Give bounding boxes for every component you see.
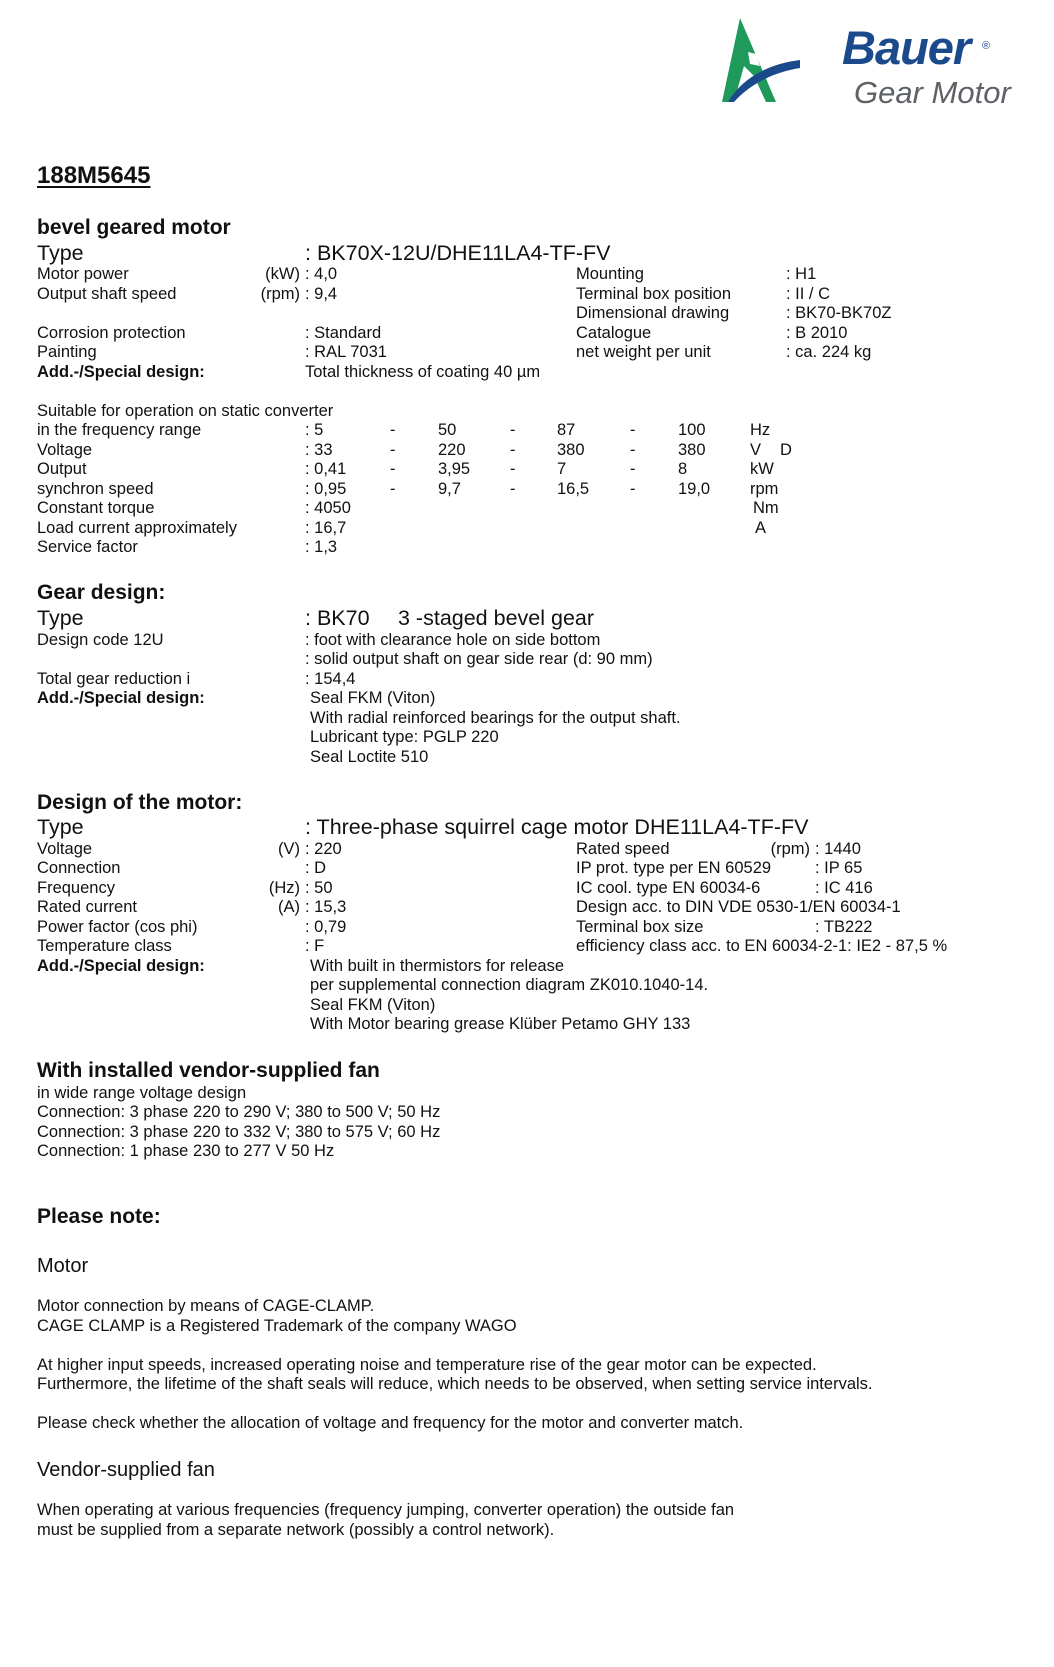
- motor-voltage-unit: (V): [278, 840, 300, 858]
- motor-rated-current-unit: (A): [278, 898, 300, 916]
- ic-cool-type-label: IC cool. type EN 60034-6: [576, 879, 761, 897]
- painting-label: Painting: [37, 343, 97, 361]
- converter-value: 380: [678, 441, 706, 459]
- design-code-line: : foot with clearance hole on side bottom: [305, 631, 601, 649]
- section-title-fan: With installed vendor-supplied fan: [37, 1059, 380, 1082]
- service-factor-value: : 1,3: [305, 538, 338, 556]
- converter-row-label: Voltage: [37, 441, 93, 459]
- constant-torque-value: : 4050: [305, 499, 351, 517]
- connection-type: D: [780, 441, 792, 459]
- converter-value: 220: [438, 441, 466, 459]
- notes-fan-heading: Vendor-supplied fan: [37, 1459, 215, 1481]
- special-design-label: Add.-/Special design:: [37, 363, 205, 381]
- motor-connection-label: Connection: [37, 859, 121, 877]
- motor-type-label: Type: [37, 815, 84, 839]
- load-current-value: : 16,7: [305, 519, 347, 537]
- dash: -: [630, 480, 636, 498]
- document-code: 188M5645: [37, 162, 151, 189]
- section-title-motor-design: Design of the motor:: [37, 791, 243, 814]
- bauer-logo-mark-icon: [690, 14, 800, 104]
- terminal-box-position-value: : II / C: [786, 285, 831, 303]
- motor-power-label: Motor power: [37, 265, 129, 283]
- gear-special-label: Add.-/Special design:: [37, 689, 205, 707]
- motor-connection-value: : D: [305, 859, 327, 877]
- motor-temperature-class-value: : F: [305, 937, 325, 955]
- dash: -: [510, 460, 516, 478]
- design-code-line: : solid output shaft on gear side rear (d: 90 mm): [305, 650, 653, 668]
- notes-motor-heading: Motor: [37, 1255, 89, 1277]
- motor-rated-current-value: : 15,3: [305, 898, 347, 916]
- converter-unit: V: [750, 441, 762, 459]
- type-value: : BK70X-12U/DHE11LA4-TF-FV: [305, 241, 611, 265]
- logo-registered: ®: [982, 40, 991, 52]
- rated-speed-unit: (rpm): [770, 840, 810, 858]
- dash: -: [510, 421, 516, 439]
- converter-value: : 0,41: [305, 460, 347, 478]
- dimensional-drawing-label: Dimensional drawing: [576, 304, 730, 322]
- corrosion-protection-label: Corrosion protection: [37, 324, 186, 342]
- converter-value: 50: [438, 421, 457, 439]
- notes-line: CAGE CLAMP is a Registered Trademark of the company WAGO: [37, 1317, 517, 1335]
- gear-reduction-label: Total gear reduction i: [37, 670, 191, 688]
- converter-value: 3,95: [438, 460, 471, 478]
- load-current-label: Load current approximately: [37, 519, 237, 537]
- converter-unit: kW: [750, 460, 774, 478]
- ip-type-label: IP prot. type per EN 60529: [576, 859, 772, 877]
- notes-line: must be supplied from a separate network (possibly a control network).: [37, 1521, 555, 1539]
- painting-value: : RAL 7031: [305, 343, 387, 361]
- notes-line: Furthermore, the lifetime of the shaft seals will reduce, which needs to be observed, when setting service intervals.: [37, 1375, 873, 1393]
- motor-special-line: With Motor bearing grease Klüber Petamo GHY 133: [310, 1015, 691, 1033]
- dash: -: [630, 421, 636, 439]
- converter-intro: Suitable for operation on static converter: [37, 402, 334, 420]
- section-title-bevel-geared-motor: bevel geared motor: [37, 216, 231, 239]
- converter-value: 87: [557, 421, 576, 439]
- constant-torque-unit: Nm: [753, 499, 779, 517]
- converter-unit: Hz: [750, 421, 771, 439]
- mounting-value: : H1: [786, 265, 817, 283]
- terminal-box-size-value: : TB222: [815, 918, 873, 936]
- motor-voltage-value: : 220: [305, 840, 342, 858]
- service-factor-label: Service factor: [37, 538, 138, 556]
- output-shaft-speed-value: : 9,4: [305, 285, 338, 303]
- converter-value: 7: [557, 460, 567, 478]
- type-label: Type: [37, 241, 84, 265]
- dash: -: [390, 460, 396, 478]
- motor-special-line: With built in thermistors for release: [310, 957, 565, 975]
- gear-reduction-value: : 154,4: [305, 670, 356, 688]
- dash: -: [510, 441, 516, 459]
- motor-power-value: : 4,0: [305, 265, 338, 283]
- dash: -: [630, 460, 636, 478]
- converter-row-label: Output: [37, 460, 87, 478]
- dash: -: [510, 480, 516, 498]
- dimensional-drawing-value: : BK70-BK70Z: [786, 304, 892, 322]
- constant-torque-label: Constant torque: [37, 499, 155, 517]
- gear-special-line: Seal FKM (Viton): [310, 689, 436, 707]
- dash: -: [390, 480, 396, 498]
- gear-type-description: 3 -staged bevel gear: [398, 606, 595, 630]
- converter-row-label: synchron speed: [37, 480, 154, 498]
- efficiency-class: efficiency class acc. to EN 60034-2-1: IE2 - 87,5 %: [576, 937, 948, 955]
- motor-temperature-class-label: Temperature class: [37, 937, 172, 955]
- special-design-value: Total thickness of coating 40 µm: [305, 363, 541, 381]
- converter-value: : 0,95: [305, 480, 347, 498]
- converter-value: 16,5: [557, 480, 590, 498]
- catalogue-label: Catalogue: [576, 324, 652, 342]
- output-shaft-speed-label: Output shaft speed: [37, 285, 177, 303]
- net-weight-label: net weight per unit: [576, 343, 711, 361]
- converter-value: 100: [678, 421, 706, 439]
- gear-type-value: : BK70: [305, 606, 370, 630]
- output-shaft-speed-unit: (rpm): [260, 285, 300, 303]
- converter-value: : 33: [305, 441, 333, 459]
- notes-line: Please check whether the allocation of voltage and frequency for the motor and converter match.: [37, 1414, 744, 1432]
- design-standard: Design acc. to DIN VDE 0530-1/EN 60034-1: [576, 898, 901, 916]
- converter-value: : 5: [305, 421, 324, 439]
- corrosion-protection-value: : Standard: [305, 324, 382, 342]
- logo-brand: Bauer: [842, 21, 971, 74]
- fan-line: Connection: 1 phase 230 to 277 V 50 Hz: [37, 1142, 335, 1160]
- rated-speed-label: Rated speed: [576, 840, 670, 858]
- fan-line: Connection: 3 phase 220 to 290 V; 380 to 500 V; 50 Hz: [37, 1103, 441, 1121]
- dash: -: [630, 441, 636, 459]
- dash: -: [390, 441, 396, 459]
- ic-cool-type-value: : IC 416: [815, 879, 873, 897]
- gear-type-label: Type: [37, 606, 84, 630]
- section-title-please-note: Please note:: [37, 1205, 161, 1228]
- gear-special-line: With radial reinforced bearings for the output shaft.: [310, 709, 681, 727]
- converter-unit: rpm: [750, 480, 779, 498]
- terminal-box-position-label: Terminal box position: [576, 285, 731, 303]
- motor-special-line: Seal FKM (Viton): [310, 996, 436, 1014]
- motor-frequency-unit: (Hz): [268, 879, 300, 897]
- section-title-gear-design: Gear design:: [37, 581, 166, 604]
- logo-subtitle: Gear Motor: [854, 75, 1011, 110]
- gear-special-line: Lubricant type: PGLP 220: [310, 728, 499, 746]
- motor-power-factor-value: : 0,79: [305, 918, 347, 936]
- fan-line: Connection: 3 phase 220 to 332 V; 380 to 575 V; 60 Hz: [37, 1123, 441, 1141]
- fan-line: in wide range voltage design: [37, 1084, 247, 1102]
- mounting-label: Mounting: [576, 265, 644, 283]
- converter-row-label: in the frequency range: [37, 421, 202, 439]
- notes-line: When operating at various frequencies (frequency jumping, converter operation) the outside fan: [37, 1501, 735, 1519]
- converter-value: 19,0: [678, 480, 711, 498]
- converter-value: 380: [557, 441, 585, 459]
- converter-value: 8: [678, 460, 688, 478]
- notes-line: At higher input speeds, increased operating noise and temperature rise of the gear motor can be expected.: [37, 1356, 817, 1374]
- design-code-label: Design code 12U: [37, 631, 164, 649]
- motor-type-value: : Three-phase squirrel cage motor DHE11LA4-TF-FV: [305, 815, 809, 839]
- motor-power-factor-label: Power factor (cos phi): [37, 918, 198, 936]
- motor-frequency-label: Frequency: [37, 879, 115, 897]
- notes-line: Motor connection by means of CAGE-CLAMP.: [37, 1297, 375, 1315]
- motor-special-label: Add.-/Special design:: [37, 957, 205, 975]
- rated-speed-value: : 1440: [815, 840, 861, 858]
- converter-value: 9,7: [438, 480, 461, 498]
- net-weight-value: : ca. 224 kg: [786, 343, 872, 361]
- terminal-box-size-label: Terminal box size: [576, 918, 704, 936]
- catalogue-value: : B 2010: [786, 324, 848, 342]
- motor-rated-current-label: Rated current: [37, 898, 137, 916]
- gear-special-line: Seal Loctite 510: [310, 748, 429, 766]
- load-current-unit: A: [755, 519, 767, 537]
- motor-frequency-value: : 50: [305, 879, 333, 897]
- motor-power-unit: (kW): [265, 265, 300, 283]
- ip-type-value: : IP 65: [815, 859, 863, 877]
- dash: -: [390, 421, 396, 439]
- motor-voltage-label: Voltage: [37, 840, 93, 858]
- motor-special-line: per supplemental connection diagram ZK010.1040-14.: [310, 976, 709, 994]
